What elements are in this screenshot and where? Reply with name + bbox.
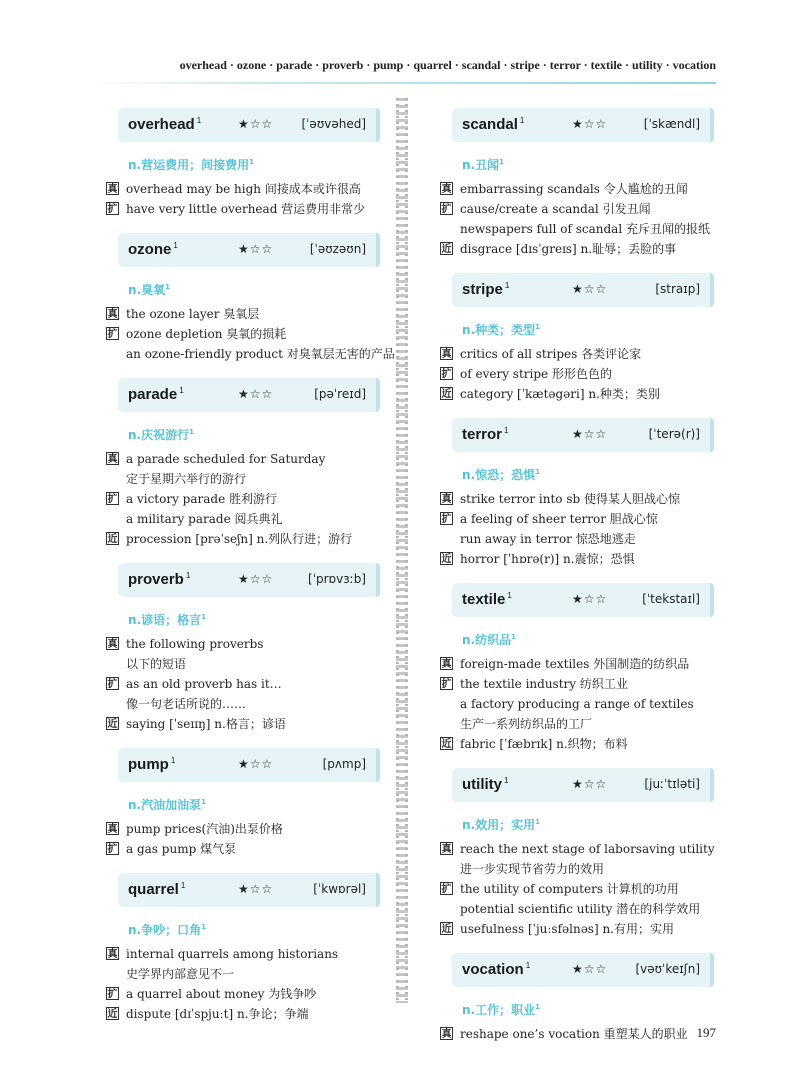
example-line: [440, 179, 710, 199]
example-line: [106, 304, 376, 324]
example-text: the ozone layer 臭氧层: [126, 307, 260, 321]
example-text: 生产一系列纺织品的工厂: [460, 717, 593, 731]
headword-sup: 1: [504, 776, 509, 785]
headword-text: vocation: [462, 961, 524, 978]
example-line: [106, 674, 376, 694]
example-tag: 扩: [107, 679, 118, 690]
entry-parade: [106, 378, 376, 549]
headword: [128, 571, 190, 588]
frequency-stars: ★☆☆: [572, 777, 608, 791]
entry-stripe: [440, 273, 710, 404]
example-tag: 真: [441, 494, 452, 505]
right-column: [440, 108, 715, 1058]
headword-box: [118, 873, 380, 907]
headword: [462, 281, 509, 298]
phonetic: [juːˈtɪləti]: [644, 777, 700, 791]
example-line: [440, 239, 710, 259]
phonetic: [ˈəʊzəʊn]: [309, 242, 366, 256]
headword: [128, 116, 201, 133]
definition-text: n.效用；实用: [462, 818, 536, 832]
example-text: the following proverbs: [126, 637, 264, 651]
example-tag: 真: [107, 309, 118, 320]
example-line: [106, 634, 376, 654]
example-text: overhead may be high 间接成本或许很高: [126, 182, 361, 196]
headword: [128, 756, 175, 773]
example-tag: 真: [441, 659, 452, 670]
headword-box: [452, 953, 714, 987]
headword-sup: 1: [180, 881, 186, 890]
example-text: category [ˈkætəgəri] n.种类；类别: [460, 387, 660, 401]
example-line: [106, 714, 376, 734]
headword-text: utility: [462, 776, 502, 793]
headword-sup: 1: [507, 591, 512, 600]
example-line: [440, 654, 710, 674]
definition-sup: 1: [535, 1003, 540, 1011]
headword-sup: 1: [185, 571, 191, 580]
definition-text: n.惊恐；恐惧: [462, 468, 536, 482]
example-text: 定于星期六举行的游行: [126, 472, 247, 486]
entry-quarrel: [106, 873, 376, 1024]
frequency-stars: ★☆☆: [572, 282, 608, 296]
headword-sup: 1: [179, 386, 184, 395]
phonetic: [straɪp]: [655, 282, 700, 296]
page-number: 197: [696, 1025, 716, 1040]
example-line: [106, 1004, 376, 1024]
example-line: [106, 839, 376, 859]
example-text: embarrassing scandals 令人尴尬的丑闻: [460, 182, 688, 196]
example-text: horror [ˈhɒrə(r)] n.震惊；恐惧: [460, 552, 635, 566]
headword: [462, 116, 524, 133]
example-line: [106, 344, 395, 364]
headword: [462, 961, 530, 978]
example-line: [440, 529, 710, 549]
example-tag: 真: [107, 454, 118, 465]
example-line: [106, 449, 376, 469]
example-line: [440, 219, 710, 239]
entry-proverb: [106, 563, 376, 734]
phonetic: [ˈəʊvəhed]: [301, 117, 366, 131]
example-tag: 真: [441, 184, 452, 195]
example-line: [106, 199, 376, 219]
example-line: [106, 964, 376, 984]
definition-text: n.谚语；格言: [128, 613, 202, 627]
definition-text: n.工作；职业: [462, 1003, 536, 1017]
definition: [128, 921, 376, 938]
example-tag: 扩: [107, 989, 118, 1000]
header-rule: [90, 82, 716, 84]
frequency-stars: ★☆☆: [238, 882, 274, 896]
headword-box: [452, 583, 714, 617]
example-tag: 扩: [441, 884, 452, 895]
example-line: [440, 364, 710, 384]
example-text: strike terror into sb 使得某人胆战心惊: [460, 492, 680, 506]
entry-ozone: [106, 233, 395, 364]
frequency-stars: ★☆☆: [238, 242, 274, 256]
example-tag: 真: [107, 824, 118, 835]
headword-text: scandal: [462, 116, 518, 133]
example-text: fabric [ˈfæbrɪk] n.织物；布料: [460, 737, 628, 751]
definition-text: n.种类；类型: [462, 323, 536, 337]
example-line: [106, 509, 376, 529]
headword-text: overhead: [128, 116, 195, 133]
headword-box: [118, 378, 380, 412]
example-line: [440, 899, 710, 919]
example-text: critics of all stripes 各类评论家: [460, 347, 642, 361]
example-tag: 近: [441, 739, 452, 750]
example-line: [106, 489, 376, 509]
example-text: run away in terror 惊恐地逃走: [460, 532, 636, 546]
example-line: [106, 529, 376, 549]
headword: [462, 591, 512, 608]
definition: [128, 281, 376, 298]
example-line: [106, 324, 376, 344]
definition-text: n.汽油加油泵: [128, 798, 202, 812]
example-text: usefulness [ˈjuːsfəlnəs] n.有用；实用: [460, 922, 674, 936]
example-line: [106, 469, 376, 489]
definition-text: n.庆祝游行: [128, 428, 190, 442]
example-text: reach the next stage of laborsaving utility: [460, 842, 715, 856]
example-line: [440, 694, 710, 714]
headword: [128, 881, 185, 898]
example-text: foreign-made textiles 外国制造的纺织品: [460, 657, 690, 671]
example-text: a victory parade 胜利游行: [126, 492, 278, 506]
headword: [128, 386, 184, 403]
example-text: a feeling of sheer terror 胆战心惊: [460, 512, 658, 526]
example-text: a gas pump 煤气泵: [126, 842, 237, 856]
example-tag: 真: [107, 184, 118, 195]
example-tag: 真: [107, 639, 118, 650]
definition: [128, 796, 376, 813]
example-line: [440, 919, 710, 939]
definition-text: n.纺织品: [462, 633, 512, 647]
column-divider: [396, 98, 408, 1003]
phonetic: [ˈterə(r)]: [648, 427, 700, 441]
example-line: [106, 654, 376, 674]
headword: [462, 426, 508, 443]
example-tag: 近: [441, 554, 452, 565]
example-text: cause/create a scandal 引发丑闻: [460, 202, 651, 216]
headword-box: [452, 108, 714, 142]
example-text: ozone depletion 臭氧的损耗: [126, 327, 287, 341]
headword-text: stripe: [462, 281, 503, 298]
headword-box: [452, 273, 714, 307]
example-text: saying [ˈseɪɪŋ] n.格言；谚语: [126, 717, 286, 731]
example-tag: 真: [441, 1029, 452, 1040]
example-line: [440, 859, 710, 879]
example-line: [440, 839, 715, 859]
headword-text: parade: [128, 386, 178, 403]
example-text: dispute [dɪˈspjuːt] n.争论；争端: [126, 1007, 309, 1021]
definition-sup: 1: [511, 633, 516, 641]
headword-box: [452, 418, 714, 452]
example-tag: 扩: [107, 844, 118, 855]
example-text: internal quarrels among historians: [126, 947, 339, 961]
definition-text: n.营运费用；间接费用: [128, 158, 250, 172]
definition: [462, 816, 710, 833]
example-line: [440, 714, 710, 734]
definition-sup: 1: [201, 798, 206, 806]
example-line: [440, 549, 710, 569]
definition-text: n.臭氧: [128, 283, 166, 297]
entry-overhead: [106, 108, 376, 219]
phonetic: [ˈprɒvɜːb]: [308, 572, 366, 586]
frequency-stars: ★☆☆: [572, 592, 608, 606]
example-tag: 扩: [107, 204, 118, 215]
definition-sup: 1: [535, 468, 540, 476]
example-text: a quarrel about money 为钱争吵: [126, 987, 317, 1001]
example-line: [106, 984, 376, 1004]
example-tag: 近: [107, 534, 118, 545]
headword-text: textile: [462, 591, 506, 608]
example-text: the utility of computers 计算机的功用: [460, 882, 679, 896]
example-text: 进一步实现节省劳力的效用: [460, 862, 605, 876]
example-text: potential scientific utility 潜在的科学效用: [460, 902, 701, 916]
example-line: [440, 199, 710, 219]
headword-box: [452, 768, 714, 802]
headword-box: [118, 233, 380, 267]
definition: [128, 156, 376, 173]
example-text: as an old proverb has it…: [126, 677, 282, 691]
example-text: 以下的短语: [126, 657, 187, 671]
headword-sup: 1: [173, 241, 178, 250]
headword-box: [118, 563, 380, 597]
example-tag: 扩: [107, 494, 118, 505]
example-tag: 近: [107, 719, 118, 730]
definition: [462, 156, 710, 173]
definition-text: n.丑闻: [462, 158, 500, 172]
definition-sup: 1: [201, 613, 206, 621]
headword-text: proverb: [128, 571, 184, 588]
entry-scandal: [440, 108, 710, 259]
entry-pump: [106, 748, 376, 859]
example-text: 像一句老话所说的……: [126, 697, 247, 711]
example-text: have very little overhead 营运费用非常少: [126, 202, 366, 216]
headword: [128, 241, 178, 258]
example-line: [440, 509, 710, 529]
example-text: 史学界内部意见不一: [126, 967, 235, 981]
example-tag: 真: [441, 349, 452, 360]
example-line: [440, 734, 710, 754]
headword-text: quarrel: [128, 881, 179, 898]
headword-box: [118, 748, 380, 782]
example-tag: 近: [441, 244, 452, 255]
frequency-stars: ★☆☆: [572, 117, 608, 131]
definition-sup: 1: [499, 158, 504, 166]
example-text: an ozone-friendly product 对臭氧层无害的产品: [126, 347, 395, 361]
frequency-stars: ★☆☆: [238, 117, 274, 131]
phonetic: [pəˈreɪd]: [314, 387, 366, 401]
example-line: [440, 489, 710, 509]
example-text: a factory producing a range of textiles: [460, 697, 694, 711]
example-line: [106, 179, 376, 199]
example-tag: 扩: [441, 204, 452, 215]
phonetic: [vəʊˈkeɪʃn]: [635, 962, 700, 976]
definition-sup: 1: [165, 283, 170, 291]
headword: [462, 776, 508, 793]
phonetic: [ˈtekstaɪl]: [642, 592, 700, 606]
example-tag: 近: [441, 924, 452, 935]
example-text: procession [prəˈseʃn] n.列队行进；游行: [126, 532, 353, 546]
example-text: disgrace [dɪsˈgreɪs] n.耻辱；丢脸的事: [460, 242, 677, 256]
example-text: of every stripe 形形色色的: [460, 367, 612, 381]
example-text: the textile industry 纺织工业: [460, 677, 628, 691]
left-column: [106, 108, 395, 1038]
headword-text: pump: [128, 756, 169, 773]
frequency-stars: ★☆☆: [238, 757, 274, 771]
example-line: [440, 879, 710, 899]
definition-sup: 1: [201, 923, 206, 931]
phonetic: [pʌmp]: [322, 757, 366, 771]
frequency-stars: ★☆☆: [238, 572, 274, 586]
definition: [462, 466, 710, 483]
example-tag: 扩: [441, 679, 452, 690]
phonetic: [ˈskændl]: [643, 117, 700, 131]
example-line: [440, 674, 710, 694]
phonetic: [ˈkwɒrəl]: [313, 882, 366, 896]
definition-sup: 1: [249, 158, 254, 166]
definition: [128, 611, 376, 628]
example-tag: 扩: [107, 329, 118, 340]
example-text: newspapers full of scandal 充斥丑闻的报纸: [460, 222, 710, 236]
headword-sup: 1: [196, 116, 202, 125]
example-line: [440, 344, 710, 364]
running-header: [90, 58, 716, 84]
entry-terror: [440, 418, 710, 569]
example-line: [440, 1024, 710, 1044]
headword-sup: 1: [519, 116, 525, 125]
example-text: a parade scheduled for Saturday: [126, 452, 326, 466]
definition: [462, 321, 710, 338]
headword-sup: 1: [170, 756, 176, 765]
definition: [128, 426, 376, 443]
definition-text: n.争吵；口角: [128, 923, 202, 937]
example-text: a military parade 阅兵典礼: [126, 512, 283, 526]
definition-sup: 1: [189, 428, 194, 436]
frequency-stars: ★☆☆: [572, 962, 608, 976]
example-tag: 扩: [441, 514, 452, 525]
entry-vocation: [440, 953, 710, 1044]
example-tag: 近: [107, 1009, 118, 1020]
header-word-list: overhead · ozone · parade · proverb · pump · quarrel · scandal · stripe · terror · textile · utility · vocation: [179, 58, 716, 72]
definition-sup: 1: [535, 818, 540, 826]
definition: [462, 1001, 710, 1018]
example-text: reshape one’s vocation 重塑某人的职业: [460, 1027, 688, 1041]
headword-text: ozone: [128, 241, 172, 258]
example-line: [440, 384, 710, 404]
example-tag: 真: [107, 949, 118, 960]
example-line: [106, 819, 376, 839]
headword-sup: 1: [504, 426, 509, 435]
headword-sup: 1: [525, 961, 531, 970]
example-tag: 扩: [441, 369, 452, 380]
example-text: pump prices(汽油)出泵价格: [126, 822, 283, 836]
headword-text: terror: [462, 426, 503, 443]
definition-sup: 1: [535, 323, 540, 331]
entry-utility: [440, 768, 715, 939]
example-tag: 真: [441, 844, 452, 855]
example-line: [106, 694, 376, 714]
definition: [462, 631, 710, 648]
frequency-stars: ★☆☆: [238, 387, 274, 401]
example-tag: 近: [441, 389, 452, 400]
frequency-stars: ★☆☆: [572, 427, 608, 441]
entry-textile: [440, 583, 710, 754]
example-line: [106, 944, 376, 964]
headword-sup: 1: [504, 281, 510, 290]
headword-box: [118, 108, 380, 142]
